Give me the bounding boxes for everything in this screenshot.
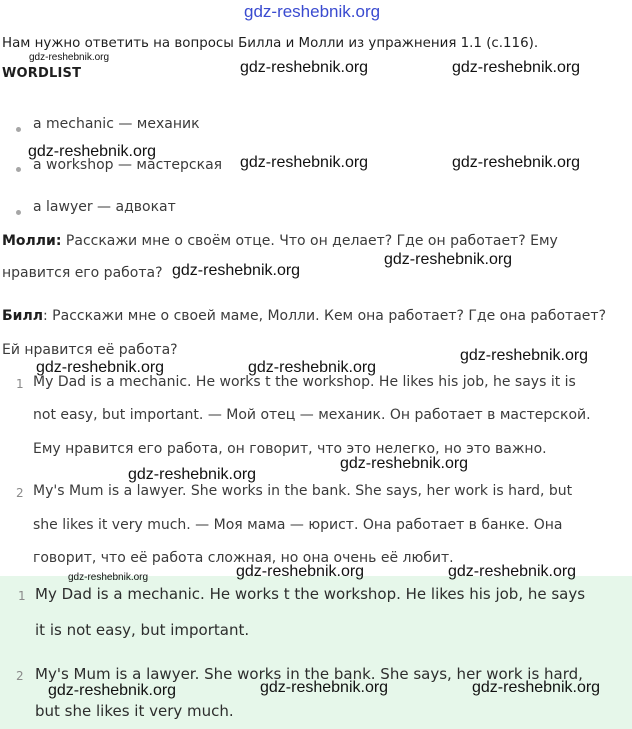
watermark-text: gdz-reshebnik.org bbox=[248, 359, 377, 376]
watermark-text: gdz-reshebnik.org bbox=[448, 563, 577, 580]
bill-question-text: : Расскажи мне о своей маме, Молли. Кем она работает? Где она работает? bbox=[43, 308, 606, 324]
molly-question-text: Расскажи мне о своём отце. Что он делает? Где он работает? Ему bbox=[65, 233, 558, 249]
watermark-text: gdz-reshebnik.org bbox=[28, 143, 157, 160]
answer-number: 2 bbox=[16, 486, 24, 500]
watermark-text: gdz-reshebnik.org bbox=[340, 455, 469, 472]
watermark-text: gdz-reshebnik.org bbox=[260, 679, 389, 696]
molly-question-line2: нравится его работа? bbox=[2, 265, 163, 281]
watermark-text: gdz-reshebnik.org bbox=[240, 154, 369, 171]
wordlist-item: a workshop — мастерская bbox=[33, 157, 223, 173]
watermark-text: gdz-reshebnik.org bbox=[172, 262, 301, 279]
watermark-text: gdz-reshebnik.org bbox=[240, 59, 369, 76]
molly-name: Молли: bbox=[2, 233, 62, 249]
answer-2-line2: she likes it very much. — Моя мама — юрист. Она работает в банке. Она bbox=[33, 517, 563, 533]
highlight-answer-2-line2: but she likes it very much. bbox=[35, 702, 234, 720]
bullet-icon bbox=[16, 167, 21, 172]
watermark-text: gdz-reshebnik.org bbox=[384, 251, 513, 268]
answer-number: 1 bbox=[16, 377, 24, 391]
answer-2-line1: My's Mum is a lawyer. She works in the bank. She says, her work is hard, but bbox=[33, 483, 573, 499]
watermark-text: gdz-reshebnik.org bbox=[36, 359, 165, 376]
intro-text: Нам нужно ответить на вопросы Билла и Молли из упражнения 1.1 (с.116). bbox=[2, 36, 539, 51]
bill-name: Билл bbox=[2, 308, 43, 324]
wordlist-heading: WORDLIST bbox=[2, 66, 82, 81]
highlight-answer-number: 1 bbox=[18, 589, 26, 603]
answer-2-line3: говорит, что её работа сложная, но она очень её любит. bbox=[33, 550, 454, 566]
highlight-answer-number: 2 bbox=[16, 669, 24, 683]
answer-1-line1: My Dad is a mechanic. He works t the workshop. He likes his job, he says it is bbox=[33, 374, 576, 390]
watermark-text: gdz-reshebnik.org bbox=[452, 59, 581, 76]
bill-question-line2: Ей нравится её работа? bbox=[2, 342, 178, 358]
bullet-icon bbox=[16, 127, 21, 132]
highlight-answer-2-line1: My's Mum is a lawyer. She works in the bank. She says, her work is hard, bbox=[35, 665, 583, 683]
watermark-text: gdz-reshebnik.org bbox=[460, 347, 589, 364]
highlight-answer-1-line2: it is not easy, but important. bbox=[35, 621, 250, 639]
answer-1-line3: Ему нравится его работа, он говорит, что это нелегко, но это важно. bbox=[33, 441, 547, 457]
bullet-icon bbox=[16, 210, 21, 215]
watermark-text: gdz-reshebnik.org bbox=[68, 572, 149, 583]
wordlist-item: a lawyer — адвокат bbox=[33, 199, 176, 215]
watermark-text: gdz-reshebnik.org bbox=[29, 52, 110, 63]
watermark-text: gdz-reshebnik.org bbox=[452, 154, 581, 171]
watermark-text: gdz-reshebnik.org bbox=[48, 682, 177, 699]
watermark-top: gdz-reshebnik.org bbox=[244, 2, 381, 21]
watermark-text: gdz-reshebnik.org bbox=[128, 466, 257, 483]
answer-1-line2: not easy, but important. — Мой отец — механик. Он работает в мастерской. bbox=[33, 407, 591, 423]
watermark-text: gdz-reshebnik.org bbox=[236, 563, 365, 580]
molly-question-line1 bbox=[2, 233, 558, 249]
highlight-answer-1-line1: My Dad is a mechanic. He works t the workshop. He likes his job, he says bbox=[35, 585, 586, 603]
wordlist-item: a mechanic — механик bbox=[33, 116, 200, 132]
bill-question-line1 bbox=[2, 308, 606, 324]
watermark-text: gdz-reshebnik.org bbox=[472, 679, 601, 696]
